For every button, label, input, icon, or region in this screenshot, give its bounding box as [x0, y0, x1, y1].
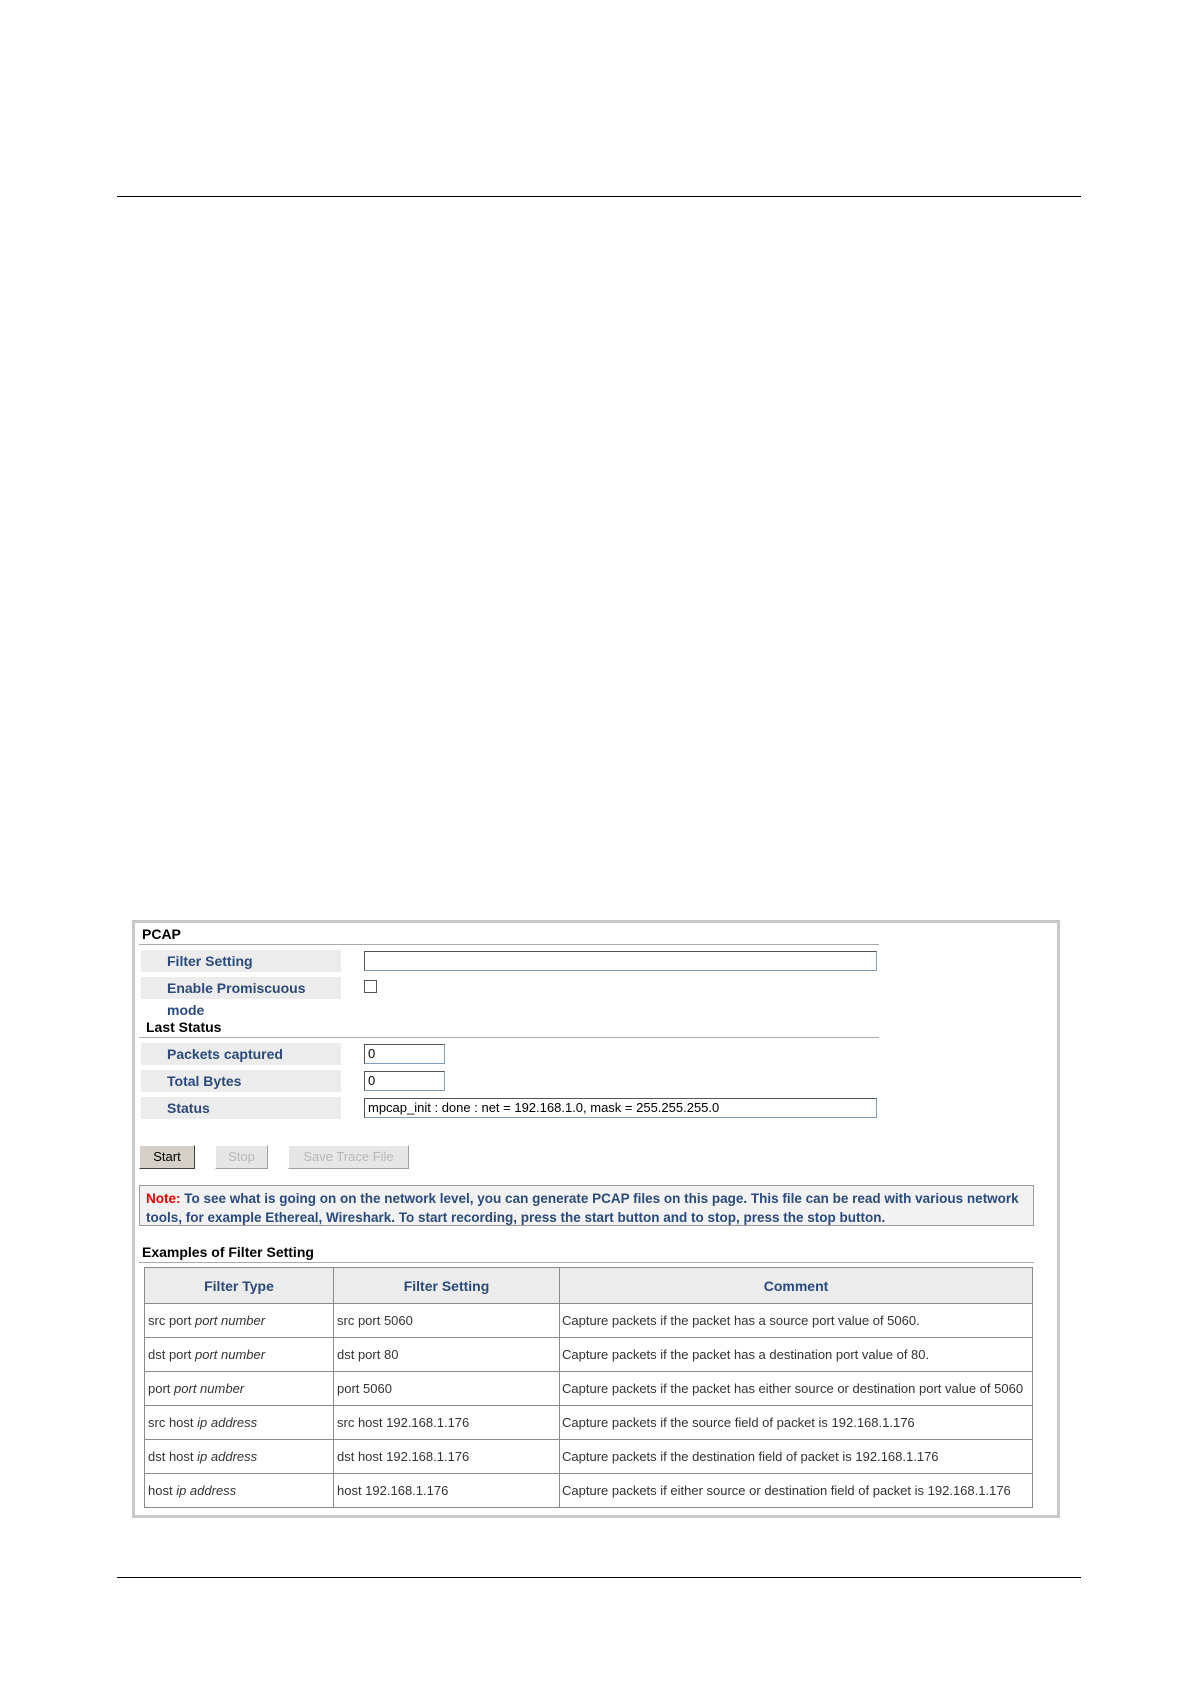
page-header-rule	[117, 196, 1081, 197]
filter-setting-cell: src host 192.168.1.176	[334, 1406, 560, 1440]
promiscuous-mode-checkbox[interactable]	[364, 980, 377, 993]
filter-setting-cell: host 192.168.1.176	[334, 1474, 560, 1508]
packets-captured-label: Packets captured	[141, 1043, 341, 1065]
start-button[interactable]: Start	[139, 1145, 195, 1169]
filter-setting-cell: port 5060	[334, 1372, 560, 1406]
filter-type-cell: src host ip address	[145, 1406, 334, 1440]
comment-cell: Capture packets if the packet has a destination port value of 80.	[560, 1338, 1033, 1372]
examples-line	[139, 1262, 1034, 1263]
filter-examples-table	[144, 1267, 1033, 1508]
table-row	[145, 1474, 1033, 1508]
promiscuous-mode-label: Enable Promiscuous mode	[141, 977, 341, 999]
total-bytes-label: Total Bytes	[141, 1070, 341, 1092]
stop-button[interactable]: Stop	[215, 1145, 268, 1169]
filter-type-cell: dst port port number	[145, 1338, 334, 1372]
table-row	[145, 1440, 1033, 1474]
note-label: Note:	[146, 1191, 181, 1206]
note-text: To see what is going on on the network level, you can generate PCAP files on this page. This file can be read with various network tools, for example Ethereal, Wireshark. To start recording, press the start button and to stop, press the stop button.	[146, 1191, 1019, 1225]
filter-type-cell: src port port number	[145, 1304, 334, 1338]
table-row	[145, 1304, 1033, 1338]
comment-cell: Capture packets if the packet has either source or destination port value of 5060	[560, 1372, 1033, 1406]
filter-setting-cell: dst port 80	[334, 1338, 560, 1372]
table-row	[145, 1338, 1033, 1372]
save-trace-file-button[interactable]: Save Trace File	[288, 1145, 409, 1169]
comment-cell: Capture packets if the packet has a source port value of 5060.	[560, 1304, 1033, 1338]
table-row	[145, 1406, 1033, 1440]
page-footer-rule	[117, 1577, 1081, 1578]
last-status-title: Last Status	[146, 1019, 222, 1035]
pcap-section-line	[139, 944, 879, 945]
note-box	[139, 1185, 1034, 1226]
filter-type-cell: dst host ip address	[145, 1440, 334, 1474]
last-status-line	[139, 1037, 879, 1038]
pcap-section-title: PCAP	[142, 926, 181, 942]
header-filter-setting: Filter Setting	[334, 1268, 560, 1304]
filter-setting-input[interactable]	[364, 951, 877, 971]
examples-title: Examples of Filter Setting	[142, 1244, 314, 1260]
total-bytes-field[interactable]: 0	[364, 1071, 445, 1091]
pcap-panel	[132, 920, 1060, 1518]
header-filter-type: Filter Type	[145, 1268, 334, 1304]
status-field[interactable]: mpcap_init : done : net = 192.168.1.0, mask = 255.255.255.0	[364, 1098, 877, 1118]
comment-cell: Capture packets if the destination field of packet is 192.168.1.176	[560, 1440, 1033, 1474]
filter-setting-cell: src port 5060	[334, 1304, 560, 1338]
comment-cell: Capture packets if either source or destination field of packet is 192.168.1.176	[560, 1474, 1033, 1508]
filter-setting-cell: dst host 192.168.1.176	[334, 1440, 560, 1474]
filter-type-cell: host ip address	[145, 1474, 334, 1508]
table-header-row	[145, 1268, 1033, 1304]
status-label: Status	[141, 1097, 341, 1119]
comment-cell: Capture packets if the source field of packet is 192.168.1.176	[560, 1406, 1033, 1440]
packets-captured-field[interactable]: 0	[364, 1044, 445, 1064]
filter-setting-label: Filter Setting	[141, 950, 341, 972]
filter-type-cell: port port number	[145, 1372, 334, 1406]
header-comment: Comment	[560, 1268, 1033, 1304]
table-row	[145, 1372, 1033, 1406]
